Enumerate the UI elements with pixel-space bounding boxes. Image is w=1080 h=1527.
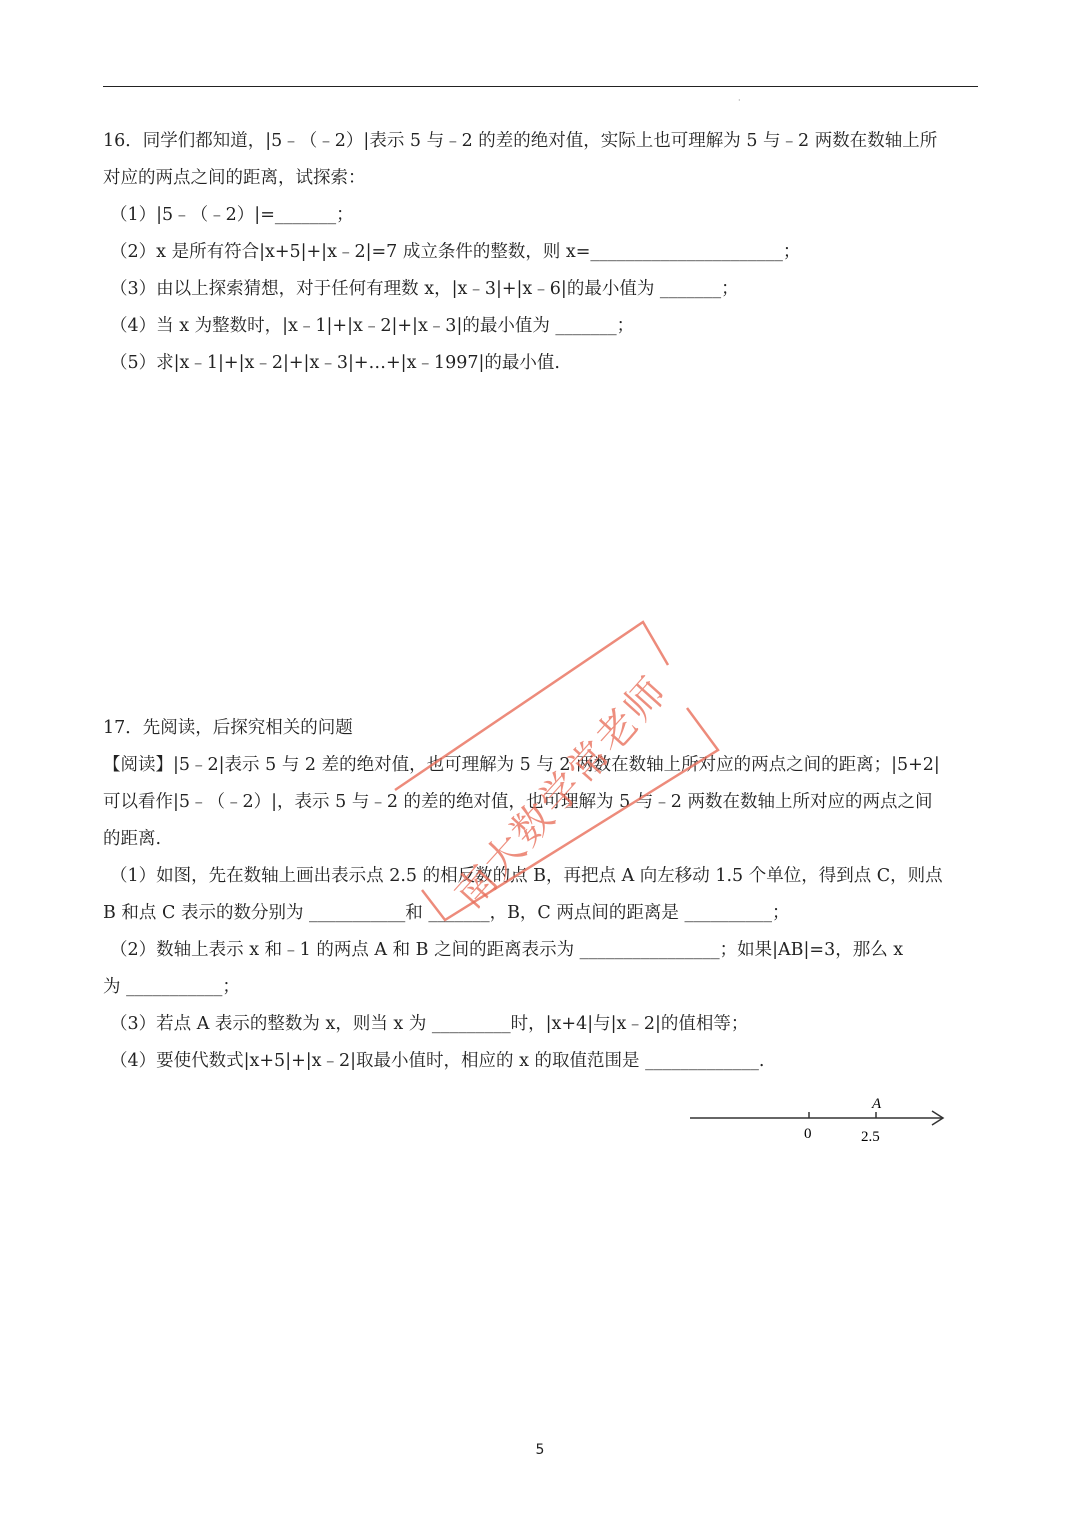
q17-title: 17．先阅读，后探究相关的问题 [103,718,353,738]
q16-part3: （3）由以上探索猜想，对于任何有理数 x，|x﹣3|+|x﹣6|的最小值为 _______； [110,279,739,299]
q17-read-line3: 的距离. [103,829,162,849]
point-a-label: A [872,1096,882,1112]
q16-line2: 对应的两点之间的距离，试探索： [103,168,366,188]
point-value-label: 2.5 [861,1129,880,1145]
q17-part2-line2: 为 ___________； [103,977,240,997]
q17-part1-line2: B 和点 C 表示的数分别为 ___________和 _______，B，C 两点间的距离是 __________； [103,903,790,923]
q17-read-line2: 可以看作|5﹣（﹣2）|，表示 5 与﹣2 的差的绝对值，也可理解为 5 与﹣2 两数在数轴上所对应的两点之间 [103,792,933,812]
origin-label: 0 [804,1126,812,1142]
q16-part4: （4）当 x 为整数时，|x﹣1|+|x﹣2|+|x﹣3|的最小值为 _______； [110,316,635,336]
number-line-figure [686,1090,956,1150]
header-rule [103,86,978,87]
q17-part3: （3）若点 A 表示的整数为 x，则当 x 为 _________时，|x+4|与|x﹣2|的值相等； [110,1014,749,1034]
q17-part2-line1: （2）数轴上表示 x 和﹣1 的两点 A 和 B 之间的距离表示为 ________________；如果|AB|=3，那么 x [110,940,904,960]
q17-read-line1: 【阅读】|5﹣2|表示 5 与 2 差的绝对值，也可理解为 5 与 2 两数在数轴上所对应的两点之间的距离；|5+2| [103,755,940,775]
q16-part1: （1）|5﹣（﹣2）|=_______； [110,205,354,225]
header-mark: · [738,96,741,105]
page-number: 5 [535,1442,545,1458]
q16-part5: （5）求|x﹣1|+|x﹣2|+|x﹣3|+…+|x﹣1997|的最小值. [110,353,560,373]
q17-part4: （4）要使代数式|x+5|+|x﹣2|取最小值时，相应的 x 的取值范围是 _____________. [110,1051,765,1071]
q16-line1: 16．同学们都知道，|5﹣（﹣2）|表示 5 与﹣2 的差的绝对值，实际上也可理解为 5 与﹣2 两数在数轴上所 [103,131,938,151]
watermark-text: 南大数学常老师 [446,668,678,918]
q17-part1-line1: （1）如图，先在数轴上画出表示点 2.5 的相反数的点 B，再把点 A 向左移动 1.5 个单位，得到点 C，则点 [110,866,943,886]
q16-part2: （2）x 是所有符合|x+5|+|x﹣2|=7 成立条件的整数，则 x=______________________； [110,242,801,262]
